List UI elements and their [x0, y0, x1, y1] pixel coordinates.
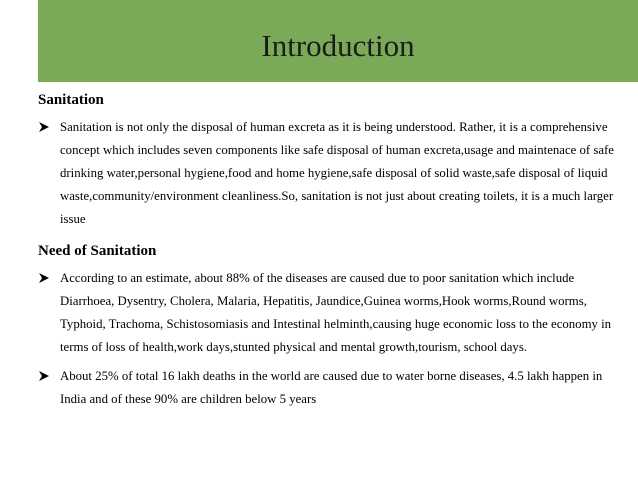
bullet-text: About 25% of total 16 lakh deaths in the world are caused due to water borne diseases, 4.5 lakh happen in India and of these 90% are children below 5 years: [60, 369, 603, 406]
bullet-item: [38, 267, 628, 359]
section-heading: Sanitation: [38, 92, 104, 108]
bullet-item: [38, 365, 628, 411]
bullet-text: Sanitation is not only the disposal of human excreta as it is being understood. Rather, it is a comprehensive concept which includes seven components like safe disposal of human excreta,usage and maintenace of safe drinking water,personal hygiene,food and home hygiene,safe disposal of solid waste,safe disposal of liquid waste,community/environment cleanliness.So, sanitation is not just about creating toilets, it is a much larger issue: [60, 120, 614, 226]
section-sanitation: [38, 90, 628, 231]
title-banner: [38, 0, 638, 82]
section-need-of-sanitation: [38, 241, 628, 411]
bullet-item: [38, 116, 628, 231]
arrow-bullet-icon: [38, 121, 50, 133]
arrow-bullet-icon: [38, 272, 50, 284]
slide-title: Introduction: [261, 28, 415, 63]
section-heading: Need of Sanitation: [38, 243, 157, 259]
bullet-text: According to an estimate, about 88% of the diseases are caused due to poor sanitation which include Diarrhoea, Dysentry, Cholera, Malaria, Hepatitis, Jaundice,Guinea worms,Hook worms,Round worms, Typhoid, Trachoma, Schistosomiasis and Intestinal helminth,causing huge economic loss to the economy in terms of loss of health,work days,stunted physical and mental growth,tourism, school days.: [60, 271, 612, 354]
arrow-bullet-icon: [38, 370, 50, 382]
slide-content: [38, 90, 628, 411]
